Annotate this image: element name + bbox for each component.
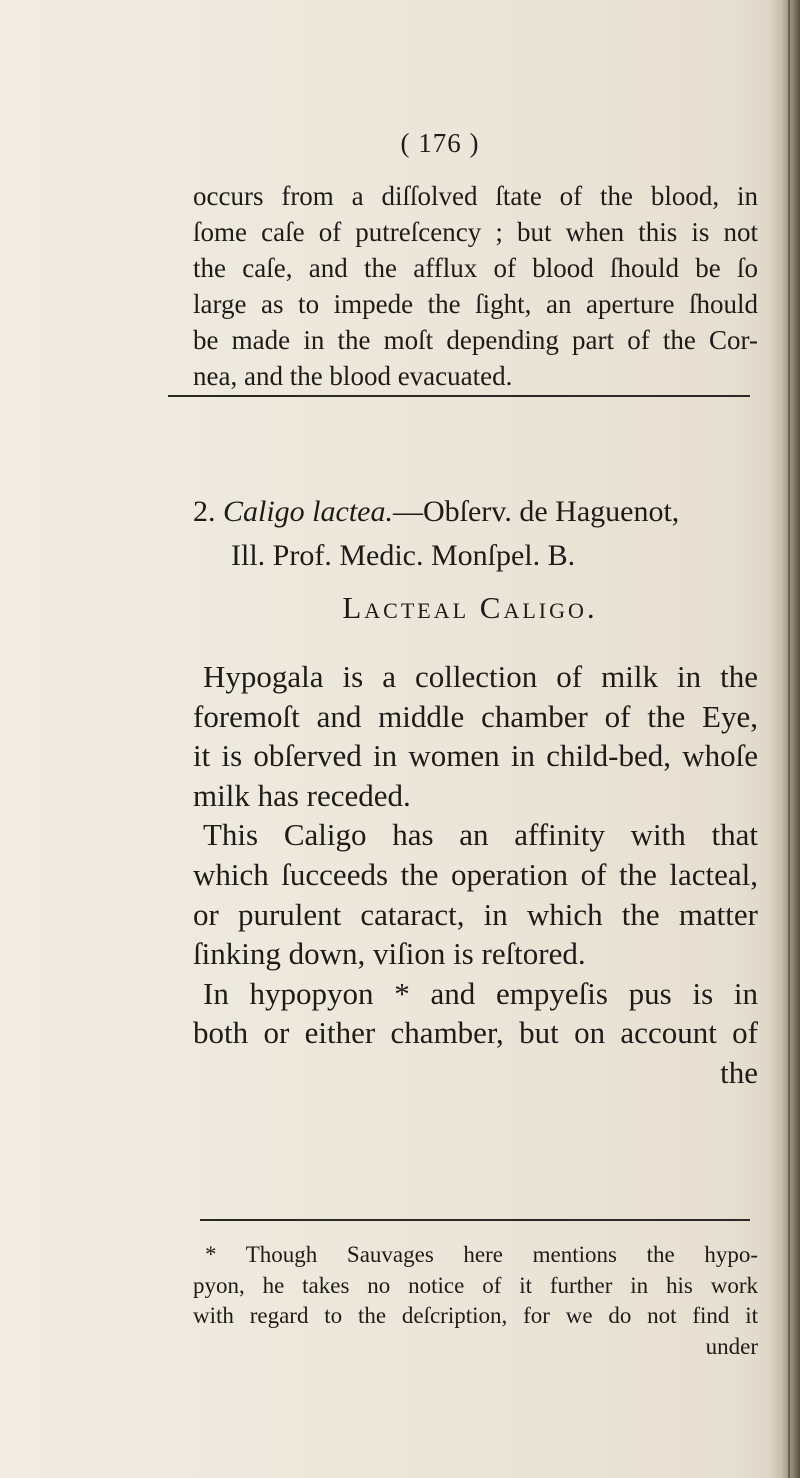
footnote-catchword: under — [705, 1333, 758, 1359]
text-line: both or either chamber, but on account of — [193, 1015, 758, 1051]
upper-paragraph — [193, 178, 758, 394]
text-line: ſome caſe of putreſcency ; but when this is not — [193, 217, 758, 247]
text-line: ſinking down, viſion is reſtored. — [193, 936, 586, 972]
entry-citation-continued: Ill. Prof. Medic. Monſpel. B. — [231, 539, 576, 572]
text-line: occurs from a diſſolved ſtate of the blood, in — [193, 181, 758, 211]
footnote — [193, 1240, 758, 1362]
text-line: This Caligo has an affinity with that — [203, 817, 758, 853]
text-line: nea, and the blood evacuated. — [193, 361, 513, 391]
text-line: milk has receded. — [193, 777, 411, 813]
text-line: which ſucceeds the operation of the lacteal, — [193, 856, 758, 892]
text-line: Hypogala is a collection of milk in the — [203, 659, 758, 694]
page-edge-line — [788, 0, 790, 1478]
text-line: In hypopyon * and empyeſis pus is in — [203, 975, 758, 1011]
text-line: or purulent cataract, in which the matter — [193, 896, 758, 932]
body-paragraphs — [193, 657, 758, 1093]
footnote-divider — [200, 1219, 750, 1221]
entry-citation: —Obſerv. de Haguenot, — [392, 495, 680, 528]
text-line: it is obſerved in women in child-bed, whoſe — [193, 738, 758, 774]
catchword: the — [720, 1054, 758, 1090]
text-line: large as to impede the ſight, an aperture ſhould — [193, 289, 758, 319]
page-number: ( 176 ) — [400, 128, 480, 158]
section-title: Lacteal Caligo. — [342, 590, 598, 625]
footnote-line: with regard to the deſcription, for we do not find it — [193, 1303, 758, 1328]
entry-heading — [193, 490, 758, 578]
footnote-line: pyon, he takes no notice of it further in his work — [193, 1272, 758, 1298]
section-divider — [168, 395, 750, 397]
heading-line-1 — [193, 490, 758, 534]
entry-number: 2. — [193, 495, 216, 528]
footnote-line: * Though Sauvages here mentions the hypo- — [205, 1242, 758, 1267]
entry-latin-name: Caligo lactea. — [223, 495, 393, 528]
page-edge-shadow — [768, 0, 800, 1478]
text-line: be made in the moſt depending part of the Cor- — [193, 325, 758, 355]
text-line: the caſe, and the afflux of blood ſhould be ſo — [193, 253, 758, 283]
text-line: foremoſt and middle chamber of the Eye, — [193, 698, 758, 734]
